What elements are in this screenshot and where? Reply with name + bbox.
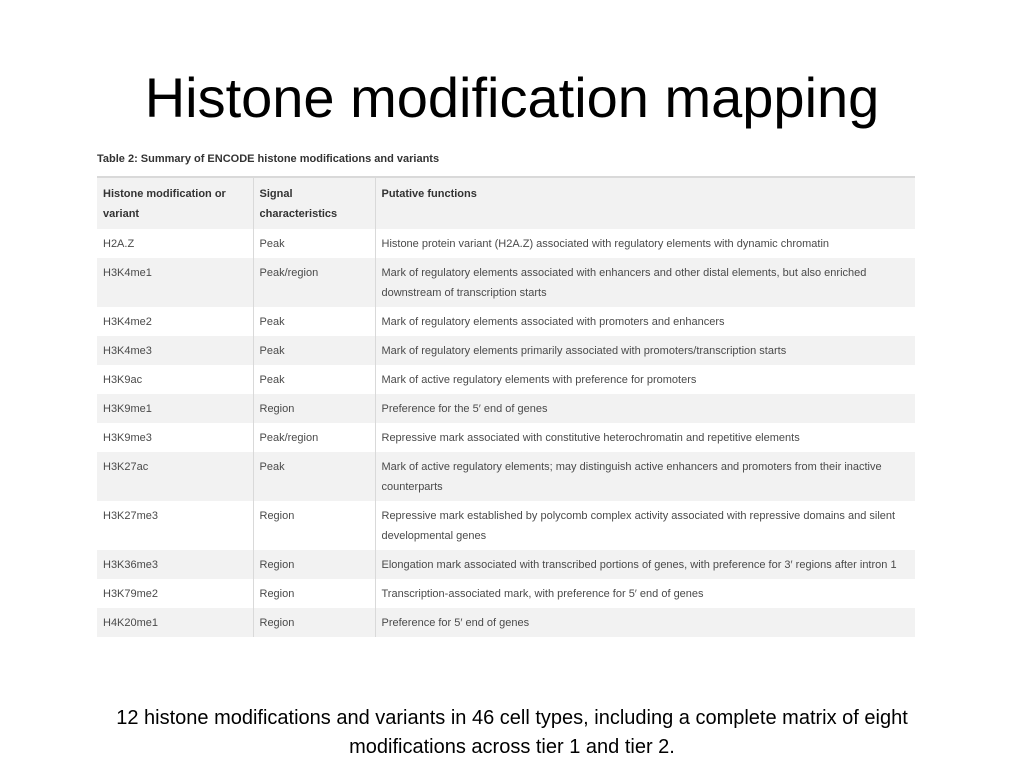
cell-modification: H2A.Z [97, 229, 253, 258]
cell-modification: H3K4me2 [97, 307, 253, 336]
histone-modifications-table [97, 176, 915, 637]
table-body [97, 229, 915, 637]
cell-function: Repressive mark associated with constitutive heterochromatin and repetitive elements [375, 423, 915, 452]
cell-modification: H3K9ac [97, 365, 253, 394]
cell-signal: Region [253, 550, 375, 579]
cell-signal: Peak [253, 307, 375, 336]
cell-function: Transcription-associated mark, with preference for 5′ end of genes [375, 579, 915, 608]
cell-signal: Peak [253, 452, 375, 501]
cell-modification: H3K36me3 [97, 550, 253, 579]
cell-modification: H3K9me3 [97, 423, 253, 452]
cell-function: Elongation mark associated with transcribed portions of genes, with preference for 3′ regions after intron 1 [375, 550, 915, 579]
table-title: Table 2: Summary of ENCODE histone modifications and variants [97, 153, 440, 165]
cell-function: Preference for 5′ end of genes [375, 608, 915, 637]
slide-title: Histone modification mapping [144, 66, 880, 129]
cell-function: Mark of active regulatory elements with preference for promoters [375, 365, 915, 394]
cell-function: Repressive mark established by polycomb complex activity associated with repressive domains and silent developmental genes [375, 501, 915, 550]
table-row [97, 501, 915, 550]
cell-function: Mark of active regulatory elements; may distinguish active enhancers and promoters from their inactive counterparts [375, 452, 915, 501]
cell-function: Histone protein variant (H2A.Z) associated with regulatory elements with dynamic chromatin [375, 229, 915, 258]
table-row [97, 550, 915, 579]
cell-modification: H3K79me2 [97, 579, 253, 608]
cell-function: Preference for the 5′ end of genes [375, 394, 915, 423]
cell-signal: Peak [253, 365, 375, 394]
table-row [97, 307, 915, 336]
cell-modification: H3K4me3 [97, 336, 253, 365]
table-row [97, 423, 915, 452]
cell-modification: H3K27ac [97, 452, 253, 501]
header-signal: Signal characteristics [253, 177, 375, 229]
table-row [97, 579, 915, 608]
cell-modification: H4K20me1 [97, 608, 253, 637]
slide-caption: 12 histone modifications and variants in 46 cell types, including a complete matrix of eight modifications across tier 1 and tier 2. [116, 707, 908, 758]
table-row [97, 394, 915, 423]
table-row [97, 452, 915, 501]
cell-function: Mark of regulatory elements associated with enhancers and other distal elements, but also enriched downstream of transcription starts [375, 258, 915, 307]
cell-signal: Peak [253, 336, 375, 365]
header-modification: Histone modification or variant [97, 177, 253, 229]
cell-signal: Region [253, 579, 375, 608]
cell-modification: H3K4me1 [97, 258, 253, 307]
cell-modification: H3K27me3 [97, 501, 253, 550]
table-row [97, 608, 915, 637]
table-row [97, 336, 915, 365]
table-row [97, 258, 915, 307]
cell-modification: H3K9me1 [97, 394, 253, 423]
table-container [97, 176, 915, 656]
cell-signal: Region [253, 608, 375, 637]
header-function: Putative functions [375, 177, 915, 229]
cell-signal: Peak/region [253, 423, 375, 452]
cell-signal: Region [253, 501, 375, 550]
cell-function: Mark of regulatory elements primarily associated with promoters/transcription starts [375, 336, 915, 365]
cell-signal: Peak [253, 229, 375, 258]
table-row [97, 365, 915, 394]
table-row [97, 229, 915, 258]
cell-signal: Region [253, 394, 375, 423]
cell-signal: Peak/region [253, 258, 375, 307]
cell-function: Mark of regulatory elements associated with promoters and enhancers [375, 307, 915, 336]
table-header-row [97, 177, 915, 229]
